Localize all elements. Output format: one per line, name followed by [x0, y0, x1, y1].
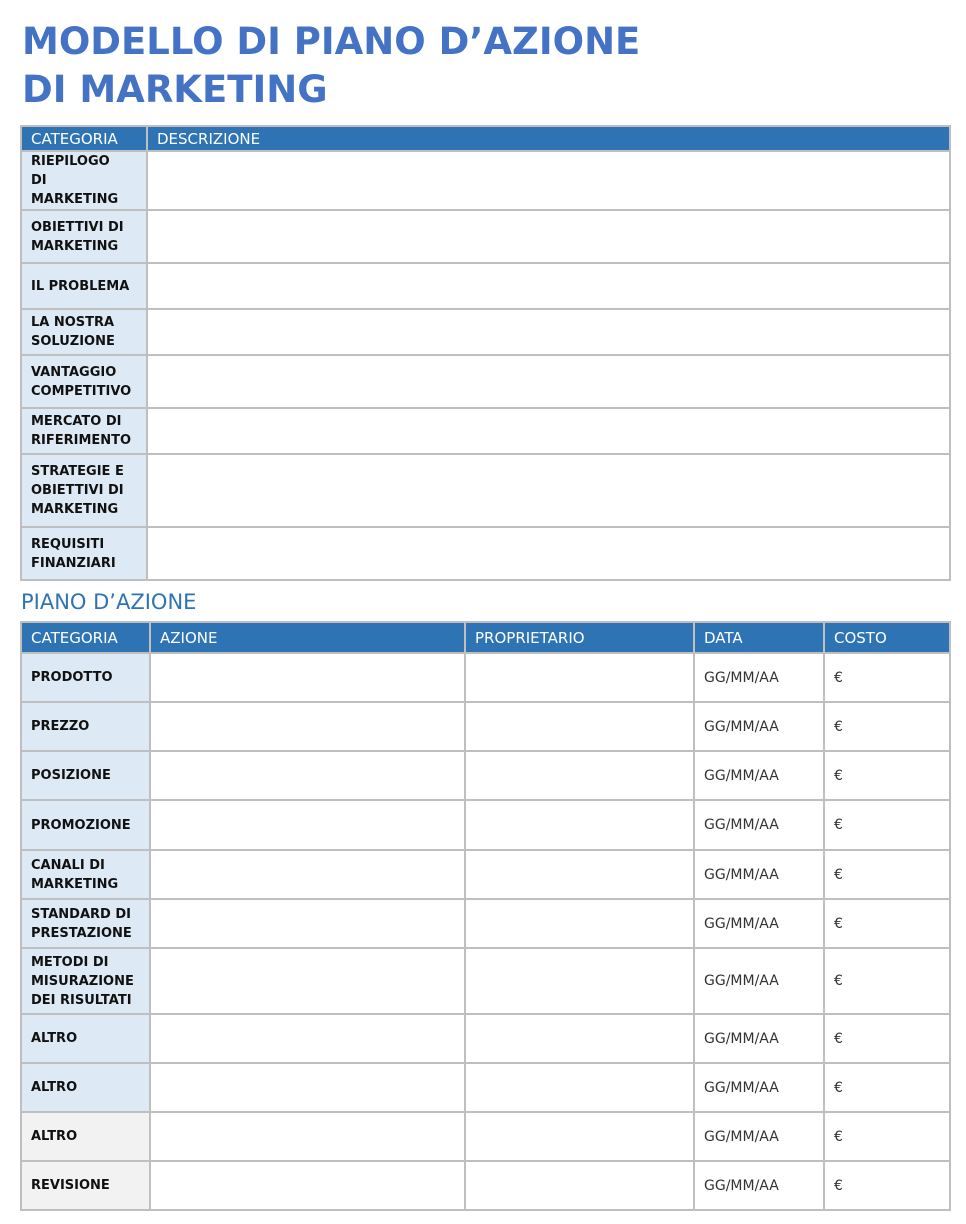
table-row [21, 1014, 950, 1063]
summary-table [20, 125, 951, 581]
table-row [21, 454, 950, 527]
date-cell[interactable]: GG/MM/AA [694, 702, 824, 751]
column-header-descrizione: DESCRIZIONE [147, 126, 950, 151]
category-cell: PREZZO [21, 702, 150, 751]
cost-cell[interactable]: € [824, 800, 950, 850]
description-cell[interactable] [147, 527, 950, 580]
date-cell[interactable]: GG/MM/AA [694, 899, 824, 948]
category-cell: STANDARD DI PRESTAZIONE [21, 899, 150, 948]
owner-cell[interactable] [465, 1063, 694, 1112]
action-plan-table [20, 621, 951, 1211]
column-header-azione: AZIONE [150, 622, 465, 653]
cost-cell[interactable]: € [824, 751, 950, 800]
description-cell[interactable] [147, 210, 950, 263]
category-cell: REVISIONE [21, 1161, 150, 1210]
table-row [21, 800, 950, 850]
table-row [21, 751, 950, 800]
action-cell[interactable] [150, 1014, 465, 1063]
action-cell[interactable] [150, 1112, 465, 1161]
table-row [21, 899, 950, 948]
page-title [22, 18, 640, 114]
category-cell: ALTRO [21, 1112, 150, 1161]
summary-header-row [21, 126, 950, 151]
owner-cell[interactable] [465, 751, 694, 800]
table-row [21, 151, 950, 210]
category-cell: VANTAGGIO COMPETITIVO [21, 355, 147, 408]
category-cell: STRATEGIE E OBIETTIVI DI MARKETING [21, 454, 147, 527]
category-cell: METODI DI MISURAZIONE DEI RISULTATI [21, 948, 150, 1014]
description-cell[interactable] [147, 263, 950, 309]
owner-cell[interactable] [465, 948, 694, 1014]
description-cell[interactable] [147, 454, 950, 527]
column-header-proprietario: PROPRIETARIO [465, 622, 694, 653]
owner-cell[interactable] [465, 653, 694, 702]
table-row [21, 1161, 950, 1210]
category-cell: ALTRO [21, 1063, 150, 1112]
category-cell: RIEPILOGO DI MARKETING [21, 151, 147, 210]
date-cell[interactable]: GG/MM/AA [694, 850, 824, 899]
cost-cell[interactable]: € [824, 1112, 950, 1161]
cost-cell[interactable]: € [824, 948, 950, 1014]
table-row [21, 702, 950, 751]
table-row [21, 527, 950, 580]
owner-cell[interactable] [465, 1014, 694, 1063]
description-cell[interactable] [147, 151, 950, 210]
column-header-categoria: CATEGORIA [21, 126, 147, 151]
title-line-1: MODELLO DI PIANO D’AZIONE [22, 20, 641, 63]
column-header-categoria: CATEGORIA [21, 622, 150, 653]
action-cell[interactable] [150, 1161, 465, 1210]
owner-cell[interactable] [465, 800, 694, 850]
action-cell[interactable] [150, 702, 465, 751]
category-cell: POSIZIONE [21, 751, 150, 800]
date-cell[interactable]: GG/MM/AA [694, 1063, 824, 1112]
cost-cell[interactable]: € [824, 1063, 950, 1112]
date-cell[interactable]: GG/MM/AA [694, 751, 824, 800]
action-cell[interactable] [150, 800, 465, 850]
owner-cell[interactable] [465, 1161, 694, 1210]
table-row [21, 653, 950, 702]
table-row [21, 355, 950, 408]
category-cell: ALTRO [21, 1014, 150, 1063]
cost-cell[interactable]: € [824, 850, 950, 899]
date-cell[interactable]: GG/MM/AA [694, 948, 824, 1014]
table-row [21, 948, 950, 1014]
table-row [21, 210, 950, 263]
category-cell: OBIETTIVI DI MARKETING [21, 210, 147, 263]
cost-cell[interactable]: € [824, 899, 950, 948]
action-cell[interactable] [150, 751, 465, 800]
cost-cell[interactable]: € [824, 653, 950, 702]
action-cell[interactable] [150, 850, 465, 899]
cost-cell[interactable]: € [824, 1014, 950, 1063]
table-row [21, 408, 950, 454]
category-cell: LA NOSTRA SOLUZIONE [21, 309, 147, 355]
category-cell: MERCATO DI RIFERIMENTO [21, 408, 147, 454]
title-line-2: DI MARKETING [22, 68, 328, 111]
description-cell[interactable] [147, 355, 950, 408]
action-cell[interactable] [150, 948, 465, 1014]
description-cell[interactable] [147, 408, 950, 454]
table-row [21, 1112, 950, 1161]
date-cell[interactable]: GG/MM/AA [694, 1161, 824, 1210]
owner-cell[interactable] [465, 702, 694, 751]
table-row [21, 850, 950, 899]
owner-cell[interactable] [465, 899, 694, 948]
section-title-action-plan: PIANO D’AZIONE [21, 590, 197, 614]
date-cell[interactable]: GG/MM/AA [694, 653, 824, 702]
column-header-costo: COSTO [824, 622, 950, 653]
cost-cell[interactable]: € [824, 1161, 950, 1210]
date-cell[interactable]: GG/MM/AA [694, 800, 824, 850]
date-cell[interactable]: GG/MM/AA [694, 1014, 824, 1063]
category-cell: PROMOZIONE [21, 800, 150, 850]
table-row [21, 1063, 950, 1112]
owner-cell[interactable] [465, 1112, 694, 1161]
action-cell[interactable] [150, 1063, 465, 1112]
owner-cell[interactable] [465, 850, 694, 899]
cost-cell[interactable]: € [824, 702, 950, 751]
column-header-data: DATA [694, 622, 824, 653]
category-cell: CANALI DI MARKETING [21, 850, 150, 899]
category-cell: PRODOTTO [21, 653, 150, 702]
category-cell: IL PROBLEMA [21, 263, 147, 309]
table-row [21, 263, 950, 309]
action-header-row [21, 622, 950, 653]
description-cell[interactable] [147, 309, 950, 355]
action-cell[interactable] [150, 899, 465, 948]
date-cell[interactable]: GG/MM/AA [694, 1112, 824, 1161]
category-cell: REQUISITI FINANZIARI [21, 527, 147, 580]
action-cell[interactable] [150, 653, 465, 702]
table-row [21, 309, 950, 355]
